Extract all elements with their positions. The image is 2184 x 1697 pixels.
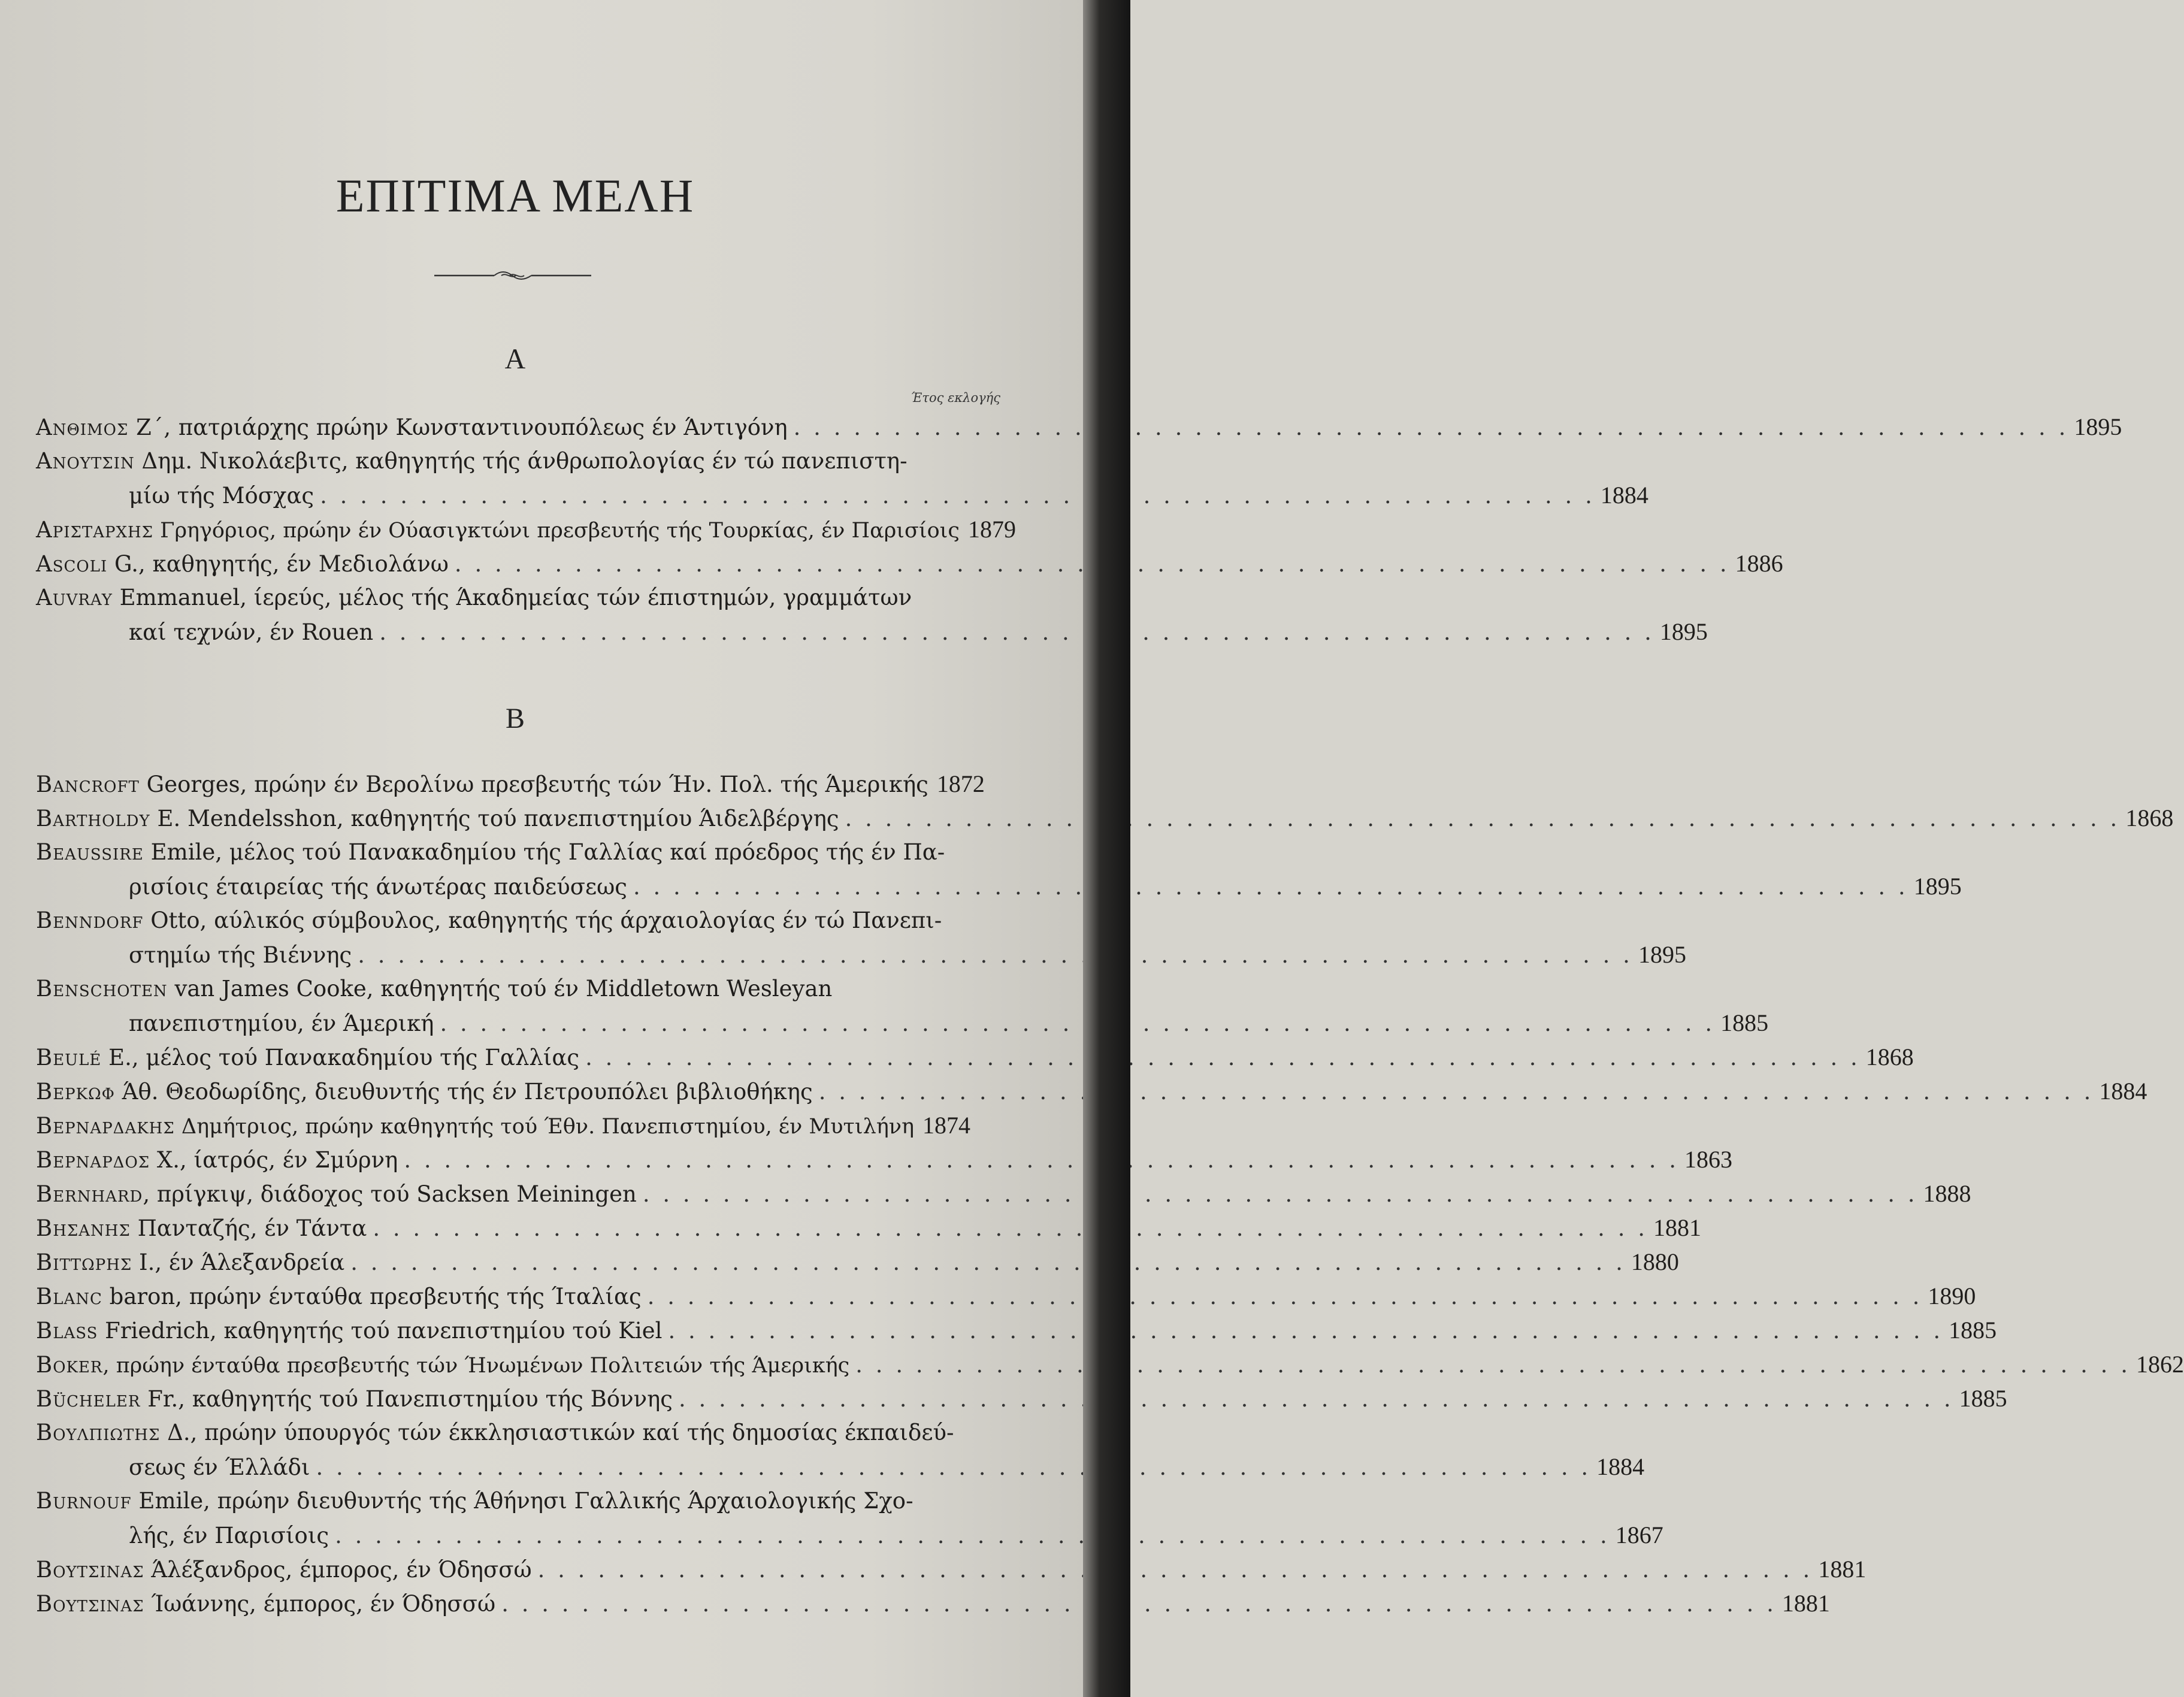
entry-text: baron, πρώην ένταύθα πρεσβευτής τής Ίταλίας [102,1284,642,1309]
entry-year: 1888 [1923,1180,1971,1207]
entry-continuation: πανεπιστημίου, έν Άμερική [129,1011,434,1036]
entry-text: Άθ. Θεοδωρίδης, διευθυντής τής έν Πετρουπόλει βιβλιοθήκης [114,1079,813,1105]
entry-year: 1868 [1865,1043,1914,1070]
entry-name: Βερναρδακης [36,1113,175,1139]
entry-continuation: μίω τής Μόσχας [129,483,314,509]
entry-name: Auvray [36,585,113,610]
entry-text: Ι., έν Άλεξανδρεία [132,1250,345,1275]
entry-text: πατριάρχης πρώην Κωνσταντινουπόλεως έν Άντιγόνη [171,415,788,440]
entry-name: Αρισταρχης [36,517,154,543]
entry-b-0 [36,767,1002,801]
entry-text: Δημ. Νικολάεβιτς, καθηγητής τής άνθρωπολογίας έν τώ πανεπιστη- [134,448,908,474]
entry-year: 1885 [1959,1385,2007,1412]
entry-a-3 [36,546,1783,580]
book-gutter-shadow [1083,0,1130,1697]
dot-leader [344,1245,1623,1279]
entry-name: Βερναρδος [36,1147,150,1173]
entry-year: 1863 [1684,1146,1733,1173]
entry-year: 1895 [1913,873,1962,900]
entry-text: Otto, αύλικός σύμβουλος, καθηγητής τής άρχαιολογίας έν τώ Πανεπι- [143,908,942,933]
dot-leader [849,1348,2128,1382]
entry-name: Βουλπιωτης [36,1420,161,1445]
entry-name: Bartholdy [36,806,150,831]
entry-name: Boker [36,1352,103,1378]
entry-year: 1868 [2125,804,2174,831]
entry-b-7 [36,1108,1002,1142]
entry-name: Blanc [36,1284,102,1309]
entry-year: 1880 [1631,1248,1679,1275]
entry-b-13 [36,1313,1997,1347]
entry-name: Ascoli [36,551,108,577]
dot-leader [637,1177,1915,1211]
dot-leader [788,410,2066,444]
entry-continuation: στημίω τής Βιέννης [129,942,352,968]
entry-b-2 [36,835,1962,903]
entry-text: Fr., καθηγητής τού Πανεπιστημίου τής Βόννης [140,1386,673,1412]
entry-text: Χ., ίατρός, έν Σμύρνη [150,1147,398,1173]
entry-b-12 [36,1279,1976,1313]
entry-b-3 [36,903,1686,972]
section-letter-a: Α [504,343,526,375]
entry-text: G., καθηγητής, έν Μεδιολάνω [107,551,449,577]
entry-year: 1895 [2074,413,2122,440]
dot-leader [662,1314,1940,1348]
entry-name: Bücheler [36,1386,141,1412]
year-column-header: Έτος εκλογής [910,391,1000,405]
entry-year: 1885 [1720,1009,1769,1036]
entry-text: , πρώην ένταύθα πρεσβευτής τών Ήνωμένων Πολιτειών τής Άμερικής [102,1354,850,1378]
entry-year: 1862 [2135,1351,2184,1378]
dot-leader [398,1143,1676,1177]
entry-text: Άλέξανδρος, έμπορος, έν Όδησσώ [144,1557,532,1583]
dot-leader [329,1518,1607,1553]
ornament-divider [434,271,591,280]
dot-leader [434,1006,1712,1040]
dot-leader [579,1040,1858,1075]
entry-name: Beaussire [36,839,144,865]
entry-name: Βιττωρης [36,1250,132,1275]
entry-b-15 [36,1381,2007,1415]
dot-leader [310,1450,1588,1484]
entry-text: Georges, πρώην έν Βερολίνω πρεσβευτής τών Ήν. Πολ. τής Άμερικής [139,772,928,797]
entry-text: Ίωάννης, έμπορος, έν Όδησσώ [144,1591,496,1617]
dot-leader [813,1075,2091,1109]
entry-b-1 [36,801,2174,835]
entry-b-11 [36,1245,1679,1279]
dot-leader [839,801,2118,836]
entry-name: Benndorf [36,908,144,933]
entry-year: 1884 [1596,1453,1645,1480]
entry-text: Emmanuel, ίερεύς, μέλος τής Άκαδημείας τών έπιστημών, γραμμάτων [112,585,912,610]
entry-text: Δημήτριος, πρώην καθηγητής τού Έθν. Πανεπιστημίου, έν Μυτιλήνη [174,1115,915,1139]
entry-text: van James Cooke, καθηγητής τού έν Middletown Wesleyan [167,976,833,1002]
entry-year: 1867 [1615,1521,1663,1548]
entry-text: Emile, μέλος τού Πανακαδημίου τής Γαλλίας καί πρόεδρος τής έν Πα- [143,839,945,865]
entry-a-0 [36,410,2122,444]
entry-text: Πανταζής, έν Τάντα [130,1215,367,1241]
entry-year: 1884 [1600,482,1648,509]
dot-leader [673,1382,1951,1416]
entry-name: Burnouf [36,1488,132,1514]
entry-name: Βησανης [36,1215,131,1241]
dot-leader [532,1553,1810,1587]
entry-name: Βουτσινας [36,1557,144,1583]
entry-year: 1874 [922,1112,971,1139]
entry-name: Βουτσινας [36,1591,144,1617]
entry-name: Ανουτσιν [36,448,135,474]
entry-year: 1890 [1928,1282,1976,1309]
entry-b-8 [36,1142,1733,1176]
entry-continuation: σεως έν Έλλάδι [129,1454,310,1480]
entry-text: , πρίγκιψ, διάδοχος τού Sacksen Meiningen [143,1181,637,1207]
entry-b-19 [36,1586,1830,1620]
entry-b-9 [36,1176,1971,1211]
entry-b-16 [36,1415,1645,1484]
entry-a-4 [36,580,1708,649]
entry-b-4 [36,972,1769,1040]
dot-leader [314,479,1592,513]
entry-year: 1885 [1949,1317,1997,1344]
entry-b-10 [36,1211,1701,1245]
entry-year: 1895 [1659,618,1708,645]
entry-year: 1895 [1638,941,1686,968]
entry-name: Blass [36,1318,98,1344]
entry-text: Friedrich, καθηγητής τού πανεπιστημίου τού Kiel [98,1318,663,1344]
entry-text: Δ., πρώην ύπουργός τών έκκλησιαστικών καί τής δημοσίας έκπαιδεύ- [160,1420,954,1445]
section-letter-b: Β [505,703,525,734]
dot-leader [373,615,1651,649]
entry-b-6 [36,1074,2147,1108]
entry-b-18 [36,1552,1867,1586]
entry-text: Emile, πρώην διευθυντής τής Άθήνησι Γαλλικής Άρχαιολογικής Σχο- [131,1488,913,1514]
entry-name: Ανθιμος Ζ΄, [36,415,172,440]
entry-continuation: λής, έν Παρισίοις [129,1523,329,1548]
dot-leader [495,1587,1774,1621]
entry-b-5 [36,1040,1914,1074]
entry-b-14 [36,1347,2184,1381]
dot-leader [367,1211,1645,1245]
entry-text: E. Mendelsshon, καθηγητής τού πανεπιστημίου Άιδελβέργης [150,806,839,831]
dot-leader [642,1279,1920,1314]
entry-name: Bernhard [36,1181,143,1207]
entry-year: 1881 [1781,1590,1830,1617]
entry-year: 1881 [1818,1556,1867,1583]
entry-year: 1872 [936,770,985,797]
entry-name: Bancroft [36,772,140,797]
entry-b-17 [36,1484,1663,1552]
entry-year: 1881 [1653,1214,1701,1241]
entry-name: Beulé [36,1045,102,1070]
entry-continuation: ρισίοις έταιρείας τής άνωτέρας παιδεύσεως [129,874,628,900]
entry-a-2 [36,512,1017,546]
page-title: ΕΠΙΤΙΜΑ ΜΕΛΗ [335,170,695,222]
entry-a-1 [36,444,1648,512]
entry-name: Benschoten [36,976,168,1002]
entry-text: E., μέλος τού Πανακαδημίου τής Γαλλίας [101,1045,580,1070]
entry-text: Γρηγόριος, πρώην έν Ούασιγκτώνι πρεσβευτής τής Τουρκίας, έν Παρισίοις [153,519,960,543]
entry-year: 1886 [1735,550,1783,577]
dot-leader [627,870,1905,904]
entry-continuation: καί τεχνών, έν Rouen [129,619,374,645]
dot-leader [352,938,1630,972]
entry-name: Βερκωφ [36,1079,115,1105]
entry-year: 1879 [968,516,1017,543]
entry-year: 1884 [2099,1078,2147,1105]
